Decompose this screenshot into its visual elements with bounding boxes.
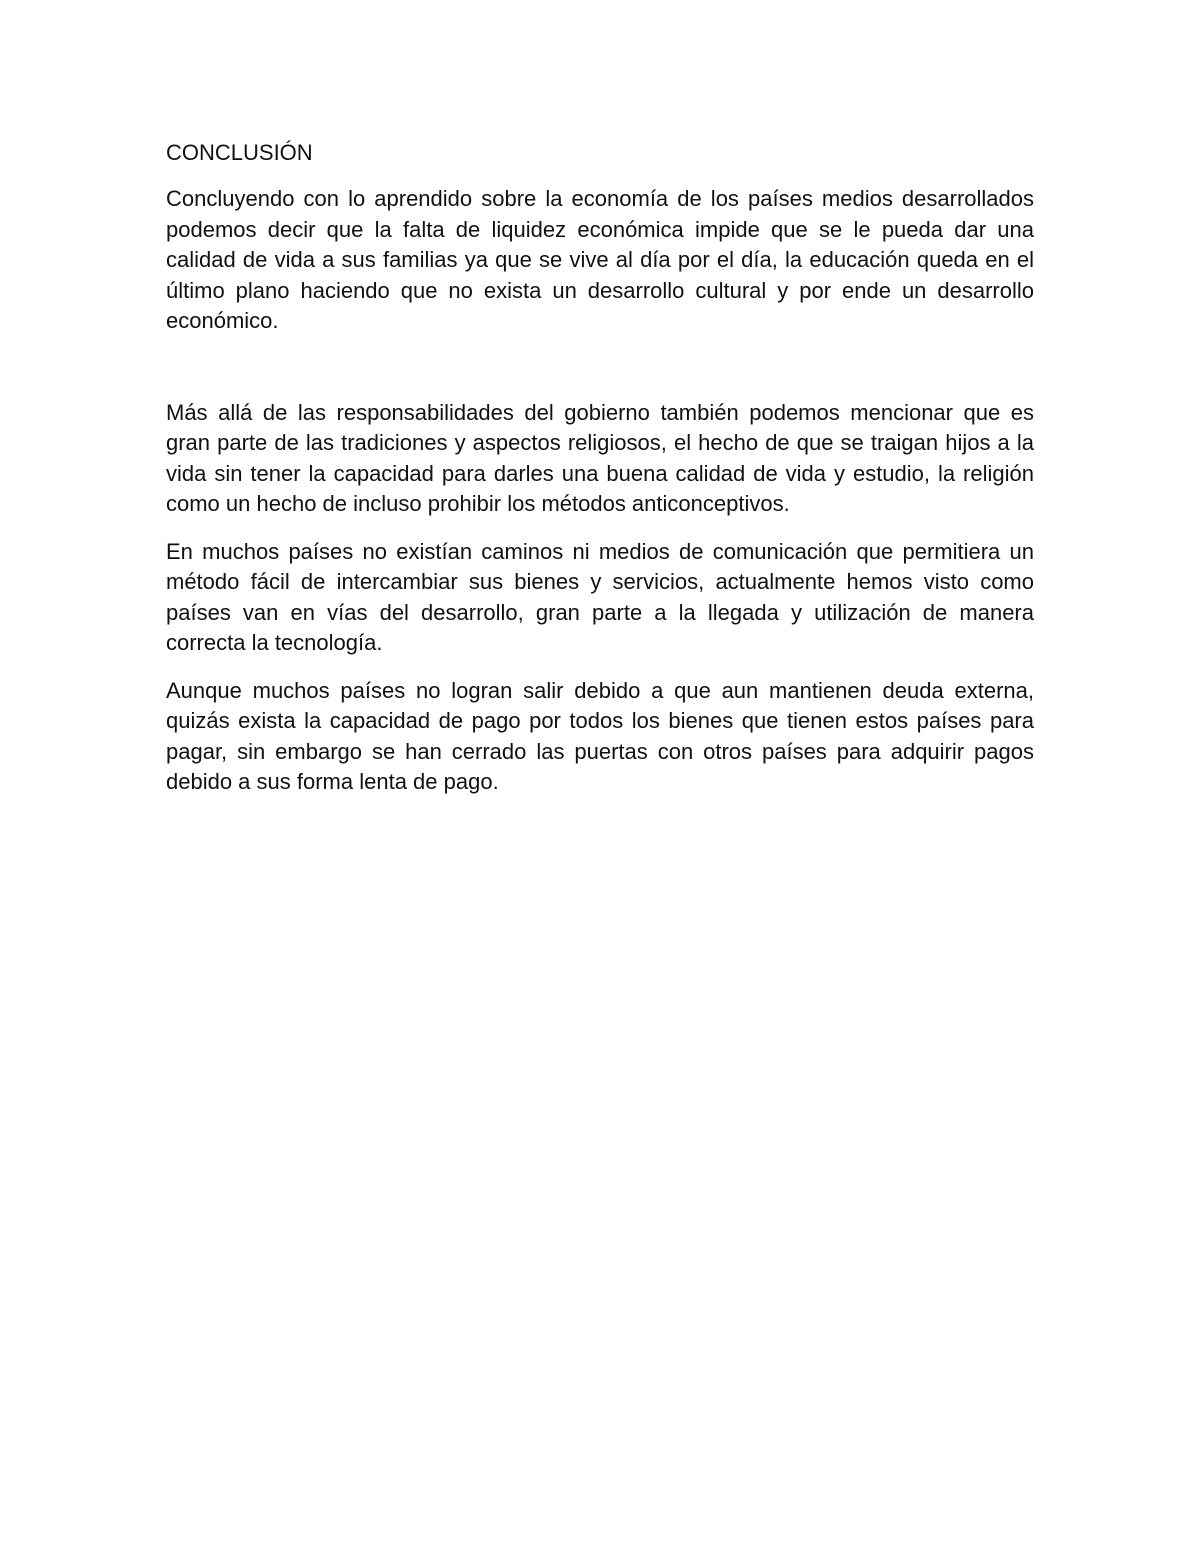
paragraph-2: Más allá de las responsabilidades del gobierno también podemos mencionar que es gran parte de las tradiciones y aspectos religiosos, el hecho de que se traigan hijos a la vida sin tener la capacidad para darles una buena calidad de vida y estudio, la religión como un hecho de incluso prohibir los métodos anticonceptivos. (166, 399, 1034, 516)
document-heading: CONCLUSIÓN (166, 140, 313, 165)
document-body (166, 138, 1034, 798)
paragraph-1: Concluyendo con lo aprendido sobre la economía de los países medios desarrollados podemos decir que la falta de liquidez económica impide que se le pueda dar una calidad de vida a sus familias ya que se vive al día por el día, la educación queda en el último plano haciendo que no exista un desarrollo cultural y por ende un desarrollo económico. (166, 186, 1034, 333)
paragraph-4: Aunque muchos países no logran salir debido a que aun mantienen deuda externa, quizás exista la capacidad de pago por todos los bienes que tienen estos países para pagar, sin embargo se han cerrado las puertas con otros países para adquirir pagos debido a sus forma lenta de pago. (166, 677, 1034, 794)
paragraph-3: En muchos países no existían caminos ni medios de comunicación que permitiera un método fácil de intercambiar sus bienes y servicios, actualmente hemos visto como países van en vías del desarrollo, gran parte a la llegada y utilización de manera correcta la tecnología. (166, 538, 1034, 655)
